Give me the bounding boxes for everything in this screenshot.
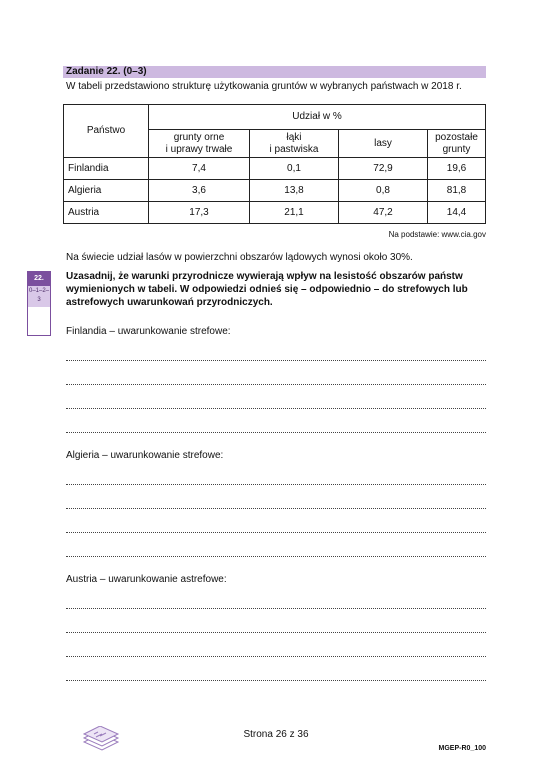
country-header: Państwo: [64, 105, 149, 158]
value-cell: 14,4: [428, 202, 486, 224]
country-cell: Finlandia: [64, 158, 149, 180]
value-cell: 72,9: [339, 158, 428, 180]
table-row: [64, 158, 486, 180]
answer-line-finlandia-4[interactable]: [66, 432, 486, 433]
austria-label: Austria – uwarunkowanie astrefowe:: [66, 574, 227, 585]
task-instruction: Uzasadnij, że warunki przyrodnicze wywierają wpływ na lesistość obszarów państw wymienionych w tabeli. W odpowiedzi odnieś się – odpowiednio – do strefowych lub astrefowych uwarunkowań przyrodniczych.: [66, 271, 468, 308]
answer-line-algieria-3[interactable]: [66, 532, 486, 533]
answer-line-austria-1[interactable]: [66, 608, 486, 609]
answer-line-austria-4[interactable]: [66, 680, 486, 681]
value-cell: 17,3: [149, 202, 250, 224]
answer-line-finlandia-3[interactable]: [66, 408, 486, 409]
answer-line-finlandia-2[interactable]: [66, 384, 486, 385]
column-header: grunty orne i uprawy trwałe: [149, 130, 250, 158]
page-number: Strona 26 z 36: [243, 729, 309, 740]
value-cell: 7,4: [149, 158, 250, 180]
score-box: [27, 271, 51, 336]
points-scale: 0–1–2– 3: [28, 286, 50, 307]
value-cell: 0,8: [339, 180, 428, 202]
answer-line-austria-2[interactable]: [66, 632, 486, 633]
column-header: pozostałe grunty: [428, 130, 486, 158]
exam-code: MGEP-R0_100: [438, 745, 486, 752]
value-cell: 3,6: [149, 180, 250, 202]
world-forest-fact: Na świecie udział lasów w powierzchni obszarów lądowych wynosi około 30%.: [66, 252, 413, 263]
value-cell: 21,1: [250, 202, 339, 224]
value-cell: 81,8: [428, 180, 486, 202]
value-cell: 0,1: [250, 158, 339, 180]
answer-line-austria-3[interactable]: [66, 656, 486, 657]
algieria-label: Algieria – uwarunkowanie strefowe:: [66, 450, 224, 461]
column-header: lasy: [339, 130, 428, 158]
answer-line-algieria-1[interactable]: [66, 484, 486, 485]
value-cell: 19,6: [428, 158, 486, 180]
task-intro: W tabeli przedstawiono strukturę użytkowania gruntów w wybranych państwach w 2018 r.: [66, 81, 462, 92]
table-source: Na podstawie: www.cia.gov: [388, 230, 486, 239]
country-cell: Algieria: [64, 180, 149, 202]
value-cell: 13,8: [250, 180, 339, 202]
task-number: 22.: [28, 272, 50, 286]
table-row: [64, 202, 486, 224]
table-row: [64, 180, 486, 202]
answer-line-finlandia-1[interactable]: [66, 360, 486, 361]
answer-line-algieria-2[interactable]: [66, 508, 486, 509]
share-header: Udział w %: [149, 105, 486, 130]
value-cell: 47,2: [339, 202, 428, 224]
country-cell: Austria: [64, 202, 149, 224]
column-header: łąki i pastwiska: [250, 130, 339, 158]
land-use-table: [63, 104, 486, 224]
finlandia-label: Finlandia – uwarunkowanie strefowe:: [66, 326, 231, 337]
task-title: Zadanie 22. (0–3): [66, 66, 147, 77]
answer-line-algieria-4[interactable]: [66, 556, 486, 557]
